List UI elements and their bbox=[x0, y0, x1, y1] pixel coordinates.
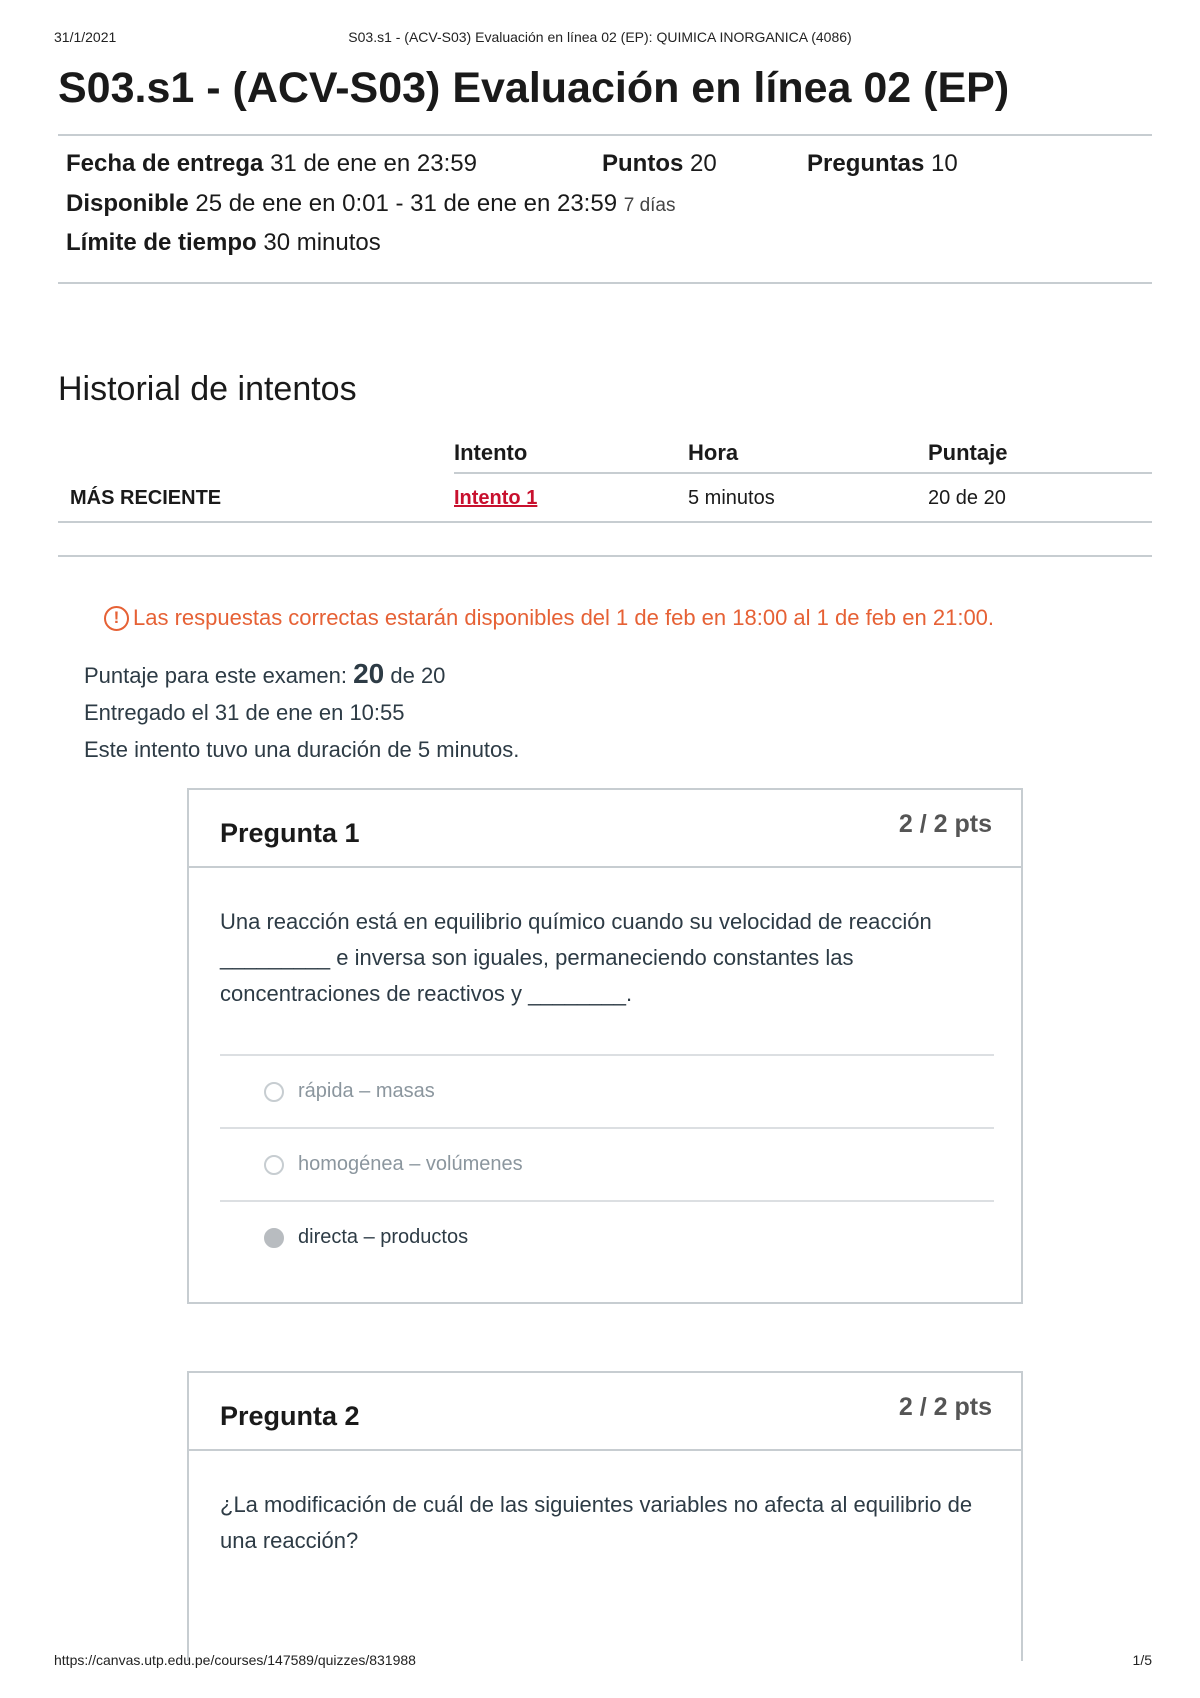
answers-notice bbox=[104, 605, 994, 631]
attempt-link[interactable]: Intento 1 bbox=[454, 487, 538, 509]
radio-button[interactable] bbox=[264, 1082, 284, 1102]
page-title: S03.s1 - (ACV-S03) Evaluación en línea 02 (EP) bbox=[58, 64, 1010, 112]
score-prefix: Puntaje para este examen: bbox=[84, 663, 347, 688]
print-date: 31/1/2021 bbox=[54, 29, 117, 45]
print-header bbox=[0, 29, 1200, 49]
history-row-label: MÁS RECIENTE bbox=[70, 487, 222, 509]
question-card bbox=[187, 1371, 1023, 1661]
answer-option-selected[interactable] bbox=[220, 1200, 994, 1273]
answer-list bbox=[220, 1054, 994, 1273]
duration-line: Este intento tuvo una duración de 5 minutos. bbox=[84, 737, 520, 762]
availability-label: Disponible bbox=[66, 190, 189, 217]
answer-option[interactable] bbox=[220, 1054, 994, 1127]
question-header bbox=[189, 1373, 1021, 1451]
question-text: ¿La modificación de cuál de las siguientes variables no afecta al equilibrio de una reacción? bbox=[220, 1492, 973, 1553]
due-date-label: Fecha de entrega bbox=[66, 150, 264, 177]
time-limit-label: Límite de tiempo bbox=[66, 229, 257, 256]
answer-label: rápida – masas bbox=[298, 1080, 435, 1102]
notice-text: Las respuestas correctas estarán disponibles del 1 de feb en 18:00 al 1 de feb en 21:00. bbox=[133, 605, 995, 630]
history-title: Historial de intentos bbox=[58, 370, 357, 408]
history-header-divider bbox=[454, 472, 1152, 474]
submitted-line: Entregado el 31 de ene en 10:55 bbox=[84, 700, 405, 725]
print-url: https://canvas.utp.edu.pe/courses/147589/quizzes/831988 bbox=[54, 1652, 416, 1668]
question-card bbox=[187, 788, 1023, 1304]
time-limit bbox=[66, 229, 381, 257]
answer-label: directa – productos bbox=[298, 1226, 469, 1248]
title-divider bbox=[58, 134, 1152, 136]
question-points: 2 / 2 pts bbox=[898, 810, 992, 838]
answer-option[interactable] bbox=[220, 1127, 994, 1200]
score-line bbox=[84, 658, 445, 690]
due-date bbox=[66, 150, 477, 178]
availability-days: 7 días bbox=[623, 195, 676, 216]
answer-label: homogénea – volúmenes bbox=[298, 1153, 523, 1175]
print-page-number: 1/5 bbox=[1132, 1652, 1152, 1668]
history-divider bbox=[58, 555, 1152, 557]
print-page-title: S03.s1 - (ACV-S03) Evaluación en línea 02 (EP): QUIMICA INORGANICA (4086) bbox=[348, 29, 852, 45]
points-label: Puntos bbox=[602, 150, 684, 177]
score-value: 20 bbox=[353, 658, 385, 689]
question-count bbox=[807, 150, 958, 178]
question-points: 2 / 2 pts bbox=[898, 1393, 992, 1421]
radio-button[interactable] bbox=[264, 1155, 284, 1175]
score-suffix: de 20 bbox=[390, 663, 446, 688]
question-header bbox=[189, 790, 1021, 868]
history-header-score: Puntaje bbox=[928, 440, 1008, 465]
question-count-label: Preguntas bbox=[807, 150, 925, 177]
question-text: Una reacción está en equilibrio químico cuando su velocidad de reacción _________ e inversa son iguales, permaneciendo constantes las concentraciones de reactivos y ________. bbox=[220, 909, 932, 1006]
attempt-score: 20 de 20 bbox=[928, 487, 1006, 509]
history-header-attempt: Intento bbox=[454, 440, 528, 465]
details-divider bbox=[58, 282, 1152, 284]
time-limit-value: 30 minutos bbox=[263, 229, 381, 256]
history-header-time: Hora bbox=[688, 440, 739, 465]
question-title: Pregunta 2 bbox=[220, 1401, 360, 1431]
points bbox=[602, 150, 717, 178]
radio-button-checked[interactable] bbox=[264, 1228, 284, 1248]
availability bbox=[66, 190, 675, 218]
availability-value: 25 de ene en 0:01 - 31 de ene en 23:59 bbox=[195, 190, 618, 217]
history-row-divider bbox=[58, 521, 1152, 523]
exclamation-circle-icon: ! bbox=[104, 606, 129, 631]
points-value: 20 bbox=[690, 150, 717, 177]
due-date-value: 31 de ene en 23:59 bbox=[270, 150, 477, 177]
question-title: Pregunta 1 bbox=[220, 818, 360, 848]
question-count-value: 10 bbox=[931, 150, 958, 177]
attempt-time: 5 minutos bbox=[688, 487, 775, 509]
